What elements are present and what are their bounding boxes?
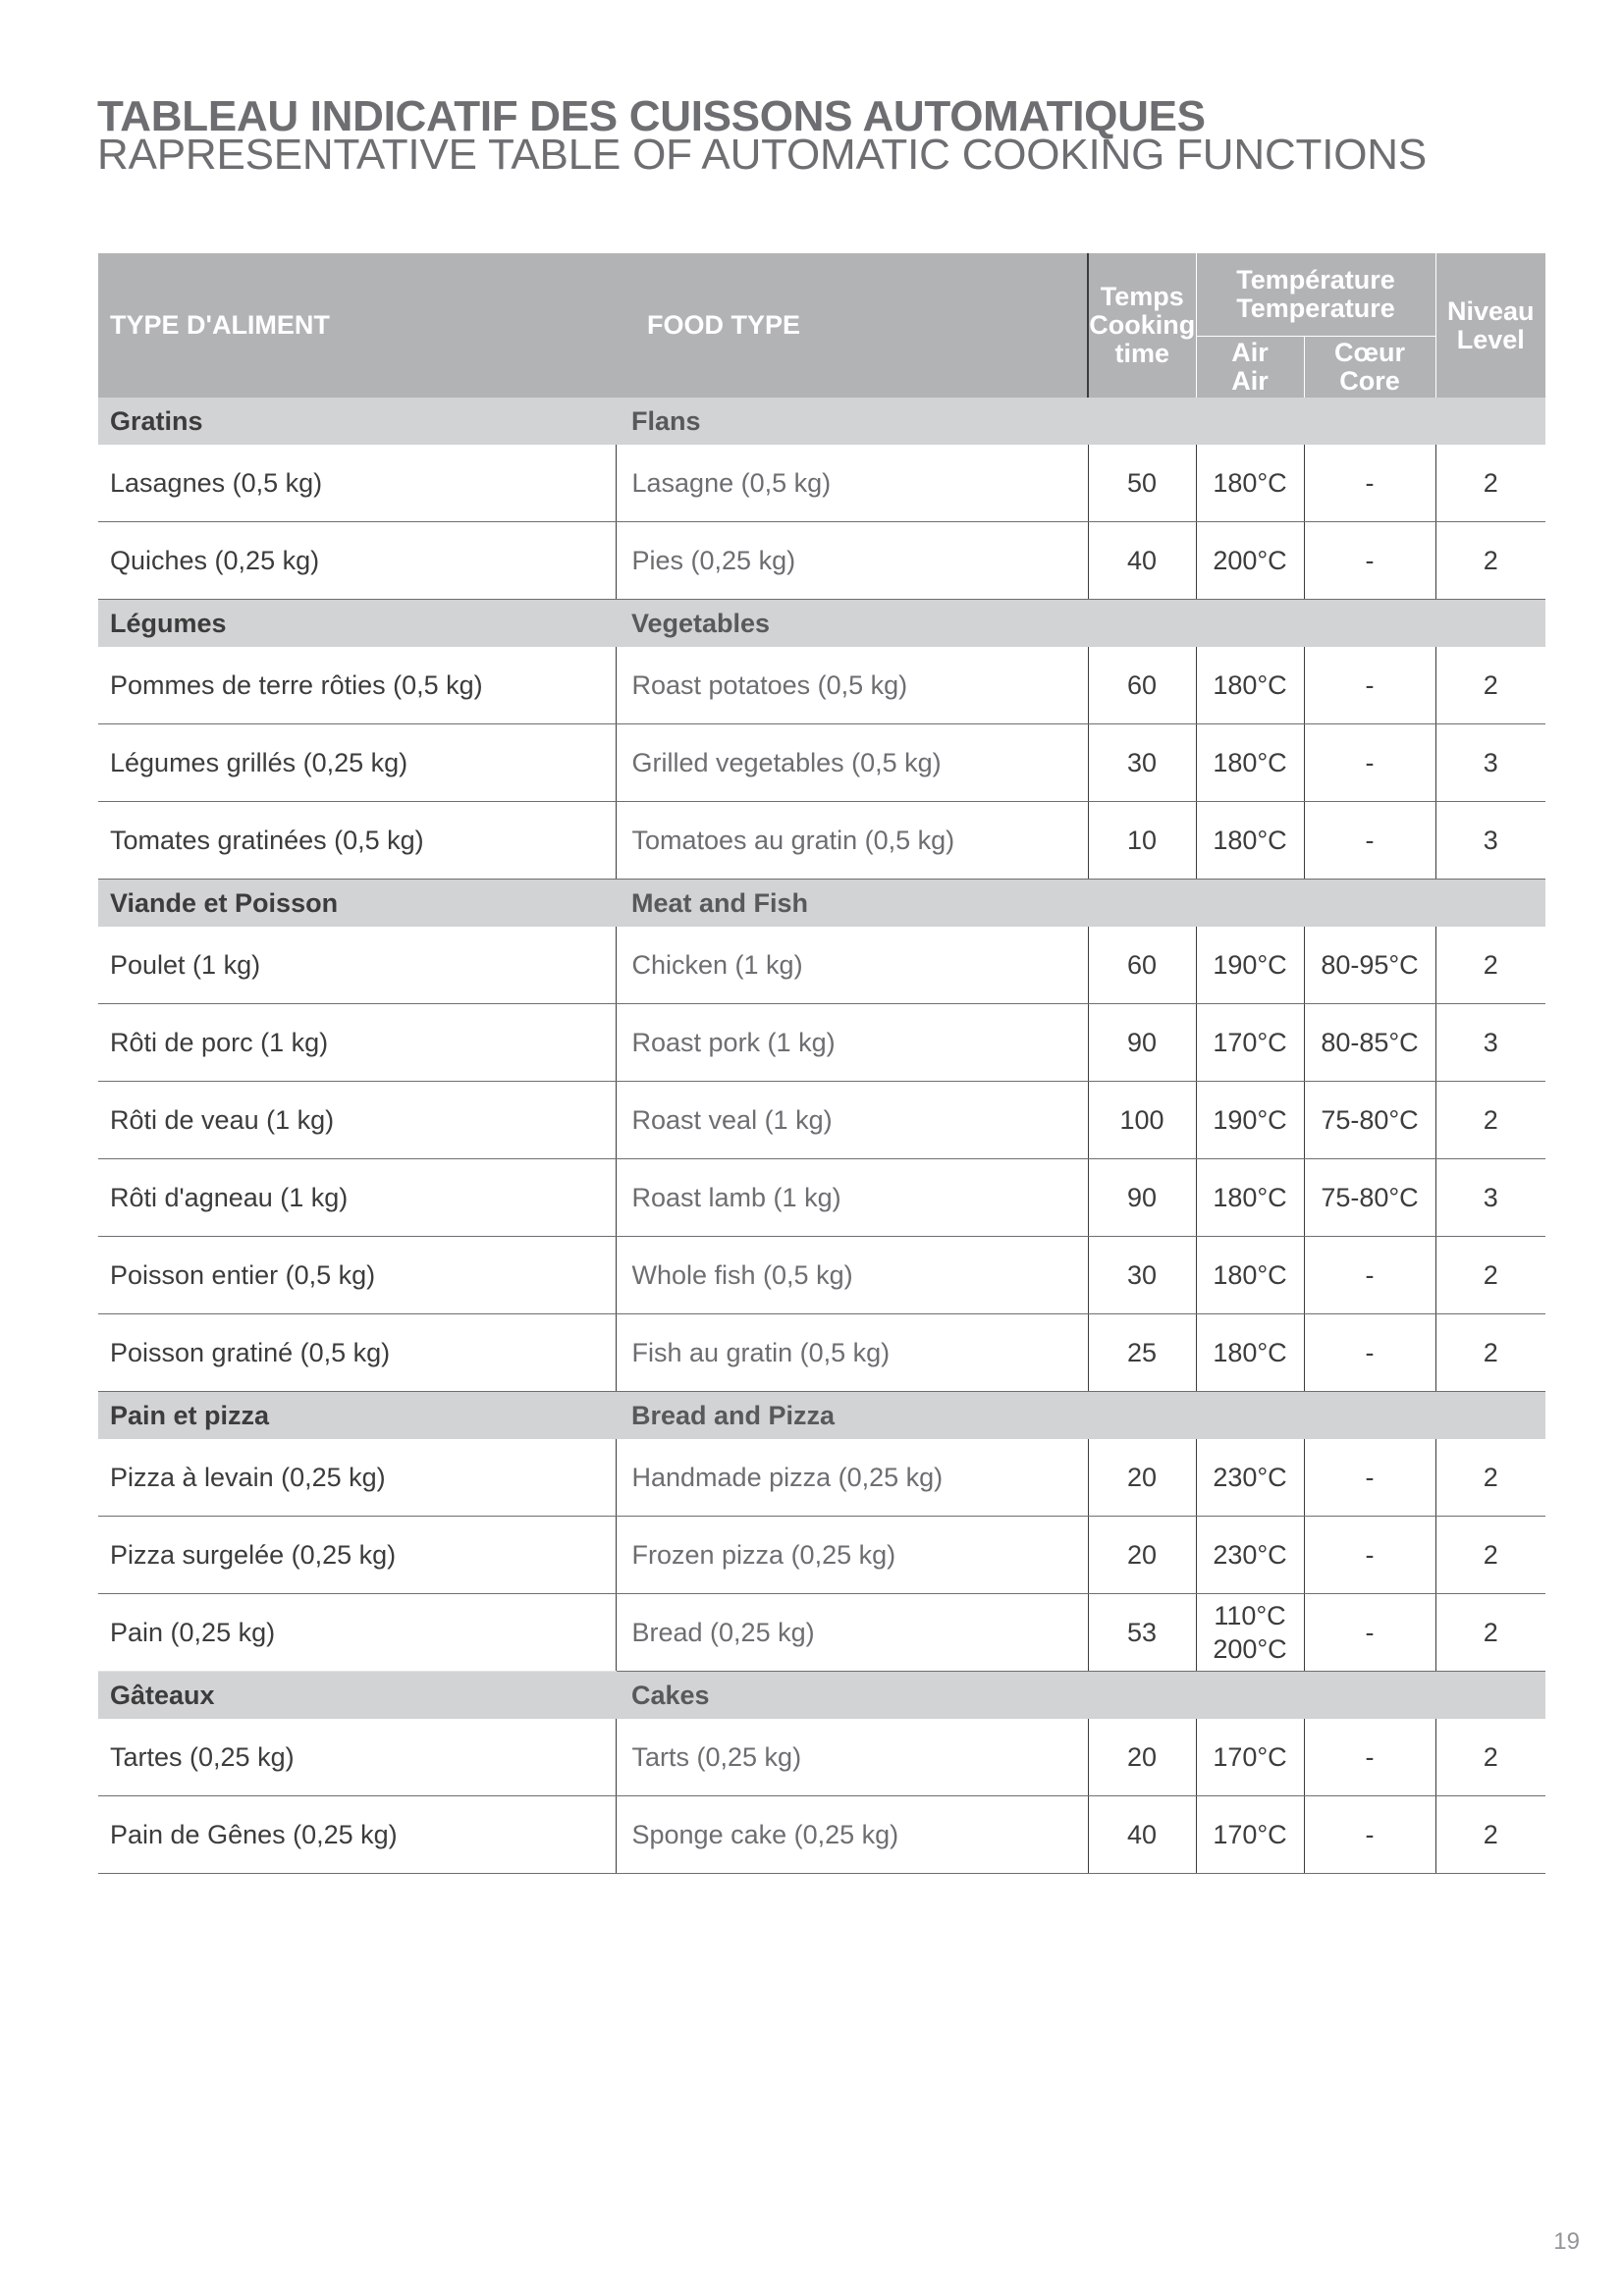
- air-temperature: 180°C: [1196, 1237, 1304, 1314]
- food-en: Grilled vegetables (0,5 kg): [616, 724, 1088, 802]
- core-temperature: -: [1304, 802, 1435, 880]
- header-air-en: Air: [1231, 366, 1269, 396]
- cooking-time: 53: [1088, 1594, 1196, 1672]
- level: 2: [1435, 1439, 1545, 1517]
- core-temperature: -: [1304, 647, 1435, 724]
- food-fr: Rôti de porc (1 kg): [98, 1004, 616, 1082]
- core-temperature: -: [1304, 724, 1435, 802]
- table-row: [98, 1159, 1545, 1237]
- food-en: Tarts (0,25 kg): [616, 1719, 1088, 1796]
- core-temperature: 75-80°C: [1304, 1159, 1435, 1237]
- core-temperature: -: [1304, 1314, 1435, 1392]
- cooking-time: 100: [1088, 1082, 1196, 1159]
- core-temperature: -: [1304, 445, 1435, 522]
- table-row: [98, 522, 1545, 600]
- cooking-time: 60: [1088, 647, 1196, 724]
- header-temps-en-2: time: [1114, 339, 1170, 368]
- food-en: Fish au gratin (0,5 kg): [616, 1314, 1088, 1392]
- air-temperature-line-2: 200°C: [1213, 1634, 1287, 1664]
- core-temperature: -: [1304, 1517, 1435, 1594]
- header-niveau-fr: Niveau: [1446, 295, 1535, 326]
- cooking-time: 60: [1088, 927, 1196, 1004]
- level: 2: [1435, 927, 1545, 1004]
- food-fr: Poisson gratiné (0,5 kg): [98, 1314, 616, 1392]
- level: 2: [1435, 1237, 1545, 1314]
- food-fr: Tomates gratinées (0,5 kg): [98, 802, 616, 880]
- cooking-time: 20: [1088, 1719, 1196, 1796]
- core-temperature: -: [1304, 1796, 1435, 1874]
- table-row: [98, 927, 1545, 1004]
- cooking-time: 20: [1088, 1517, 1196, 1594]
- level: 2: [1435, 445, 1545, 522]
- food-en: Roast lamb (1 kg): [616, 1159, 1088, 1237]
- food-fr: Poulet (1 kg): [98, 927, 616, 1004]
- level: 3: [1435, 802, 1545, 880]
- table-row: [98, 724, 1545, 802]
- header-temperature-en: Temperature: [1236, 294, 1395, 323]
- food-en: Tomatoes au gratin (0,5 kg): [616, 802, 1088, 880]
- core-temperature: 80-95°C: [1304, 927, 1435, 1004]
- level: 2: [1435, 1594, 1545, 1672]
- cooking-time: 30: [1088, 1237, 1196, 1314]
- header-temps-en-1: Cooking: [1089, 310, 1196, 340]
- air-temperature: 170°C: [1196, 1004, 1304, 1082]
- header-temps: [1088, 253, 1196, 398]
- air-temperature: 190°C: [1196, 1082, 1304, 1159]
- table-row: [98, 1237, 1545, 1314]
- level: 2: [1435, 1719, 1545, 1796]
- core-temperature: 75-80°C: [1304, 1082, 1435, 1159]
- category-row: [98, 880, 1545, 928]
- table-row: [98, 1314, 1545, 1392]
- table-header: [98, 253, 1545, 398]
- cooking-time: 40: [1088, 522, 1196, 600]
- level: 2: [1435, 647, 1545, 724]
- cooking-time: 30: [1088, 724, 1196, 802]
- category-row: [98, 398, 1545, 445]
- level: 2: [1435, 1082, 1545, 1159]
- level: 3: [1435, 1004, 1545, 1082]
- header-niveau-en: Level: [1456, 324, 1525, 354]
- table-row: [98, 1594, 1545, 1672]
- category-en: Cakes: [616, 1672, 1545, 1720]
- header-niveau: [1435, 253, 1545, 398]
- category-fr: Gâteaux: [98, 1672, 616, 1720]
- food-fr: Tartes (0,25 kg): [98, 1719, 616, 1796]
- header-core: [1304, 337, 1435, 399]
- food-en: Roast pork (1 kg): [616, 1004, 1088, 1082]
- table-row: [98, 1796, 1545, 1874]
- food-fr: Poisson entier (0,5 kg): [98, 1237, 616, 1314]
- core-temperature: -: [1304, 1719, 1435, 1796]
- air-temperature: [1196, 1594, 1304, 1672]
- table-row: [98, 802, 1545, 880]
- food-en: Sponge cake (0,25 kg): [616, 1796, 1088, 1874]
- header-core-en: Core: [1339, 366, 1400, 396]
- cooking-time: 10: [1088, 802, 1196, 880]
- table-row: [98, 1719, 1545, 1796]
- cooking-time: 20: [1088, 1439, 1196, 1517]
- core-temperature: -: [1304, 522, 1435, 600]
- header-temps-fr: Temps: [1100, 282, 1184, 311]
- level: 2: [1435, 522, 1545, 600]
- food-en: Roast veal (1 kg): [616, 1082, 1088, 1159]
- header-temperature: [1196, 253, 1435, 337]
- air-temperature: 170°C: [1196, 1719, 1304, 1796]
- category-fr: Pain et pizza: [98, 1392, 616, 1440]
- category-en: Vegetables: [616, 600, 1545, 648]
- cooking-time: 90: [1088, 1159, 1196, 1237]
- level: 3: [1435, 724, 1545, 802]
- cooking-table: [98, 253, 1545, 1874]
- category-en: Bread and Pizza: [616, 1392, 1545, 1440]
- table-row: [98, 647, 1545, 724]
- food-fr: Pain de Gênes (0,25 kg): [98, 1796, 616, 1874]
- food-fr: Pommes de terre rôties (0,5 kg): [98, 647, 616, 724]
- category-fr: Gratins: [98, 398, 616, 445]
- food-en: Roast potatoes (0,5 kg): [616, 647, 1088, 724]
- food-fr: Pain (0,25 kg): [98, 1594, 616, 1672]
- food-en: Pies (0,25 kg): [616, 522, 1088, 600]
- header-temperature-fr: Température: [1236, 265, 1395, 294]
- category-row: [98, 600, 1545, 648]
- air-temperature: 170°C: [1196, 1796, 1304, 1874]
- food-fr: Rôti d'agneau (1 kg): [98, 1159, 616, 1237]
- category-row: [98, 1392, 1545, 1440]
- table-row: [98, 1517, 1545, 1594]
- table-row: [98, 1439, 1545, 1517]
- food-fr: Pizza à levain (0,25 kg): [98, 1439, 616, 1517]
- air-temperature-line-1: 110°C: [1214, 1601, 1286, 1630]
- cooking-time: 50: [1088, 445, 1196, 522]
- category-en: Meat and Fish: [616, 880, 1545, 928]
- category-en: Flans: [616, 398, 1545, 445]
- air-temperature: 180°C: [1196, 647, 1304, 724]
- page-subtitle: RAPRESENTATIVE TABLE OF AUTOMATIC COOKING FUNCTIONS: [97, 131, 1427, 179]
- cooking-time: 90: [1088, 1004, 1196, 1082]
- level: 2: [1435, 1314, 1545, 1392]
- food-fr: Quiches (0,25 kg): [98, 522, 616, 600]
- core-temperature: 80-85°C: [1304, 1004, 1435, 1082]
- air-temperature: 180°C: [1196, 1314, 1304, 1392]
- air-temperature: 180°C: [1196, 802, 1304, 880]
- table-row: [98, 1004, 1545, 1082]
- header-air: [1196, 337, 1304, 399]
- food-en: Lasagne (0,5 kg): [616, 445, 1088, 522]
- category-row: [98, 1672, 1545, 1720]
- air-temperature: 180°C: [1196, 445, 1304, 522]
- category-fr: Légumes: [98, 600, 616, 648]
- page-number: 19: [1553, 2228, 1580, 2255]
- food-fr: Légumes grillés (0,25 kg): [98, 724, 616, 802]
- header-type-fr: TYPE D'ALIMENT: [98, 253, 616, 398]
- page-title: TABLEAU INDICATIF DES CUISSONS AUTOMATIQUES: [97, 92, 1206, 140]
- air-temperature: 180°C: [1196, 724, 1304, 802]
- level: 3: [1435, 1159, 1545, 1237]
- food-en: Chicken (1 kg): [616, 927, 1088, 1004]
- air-temperature: 230°C: [1196, 1439, 1304, 1517]
- header-air-fr: Air: [1231, 338, 1269, 367]
- food-fr: Lasagnes (0,5 kg): [98, 445, 616, 522]
- food-fr: Rôti de veau (1 kg): [98, 1082, 616, 1159]
- air-temperature: 180°C: [1196, 1159, 1304, 1237]
- level: 2: [1435, 1796, 1545, 1874]
- food-en: Frozen pizza (0,25 kg): [616, 1517, 1088, 1594]
- table-body: [98, 398, 1545, 1874]
- header-core-fr: Cœur: [1334, 338, 1405, 367]
- cooking-time: 40: [1088, 1796, 1196, 1874]
- cooking-time: 25: [1088, 1314, 1196, 1392]
- category-fr: Viande et Poisson: [98, 880, 616, 928]
- air-temperature: 230°C: [1196, 1517, 1304, 1594]
- table-row: [98, 1082, 1545, 1159]
- food-en: Handmade pizza (0,25 kg): [616, 1439, 1088, 1517]
- table-row: [98, 445, 1545, 522]
- core-temperature: -: [1304, 1594, 1435, 1672]
- core-temperature: -: [1304, 1237, 1435, 1314]
- level: 2: [1435, 1517, 1545, 1594]
- food-en: Bread (0,25 kg): [616, 1594, 1088, 1672]
- food-fr: Pizza surgelée (0,25 kg): [98, 1517, 616, 1594]
- header-type-en: FOOD TYPE: [616, 253, 1088, 398]
- core-temperature: -: [1304, 1439, 1435, 1517]
- air-temperature: 190°C: [1196, 927, 1304, 1004]
- air-temperature: 200°C: [1196, 522, 1304, 600]
- food-en: Whole fish (0,5 kg): [616, 1237, 1088, 1314]
